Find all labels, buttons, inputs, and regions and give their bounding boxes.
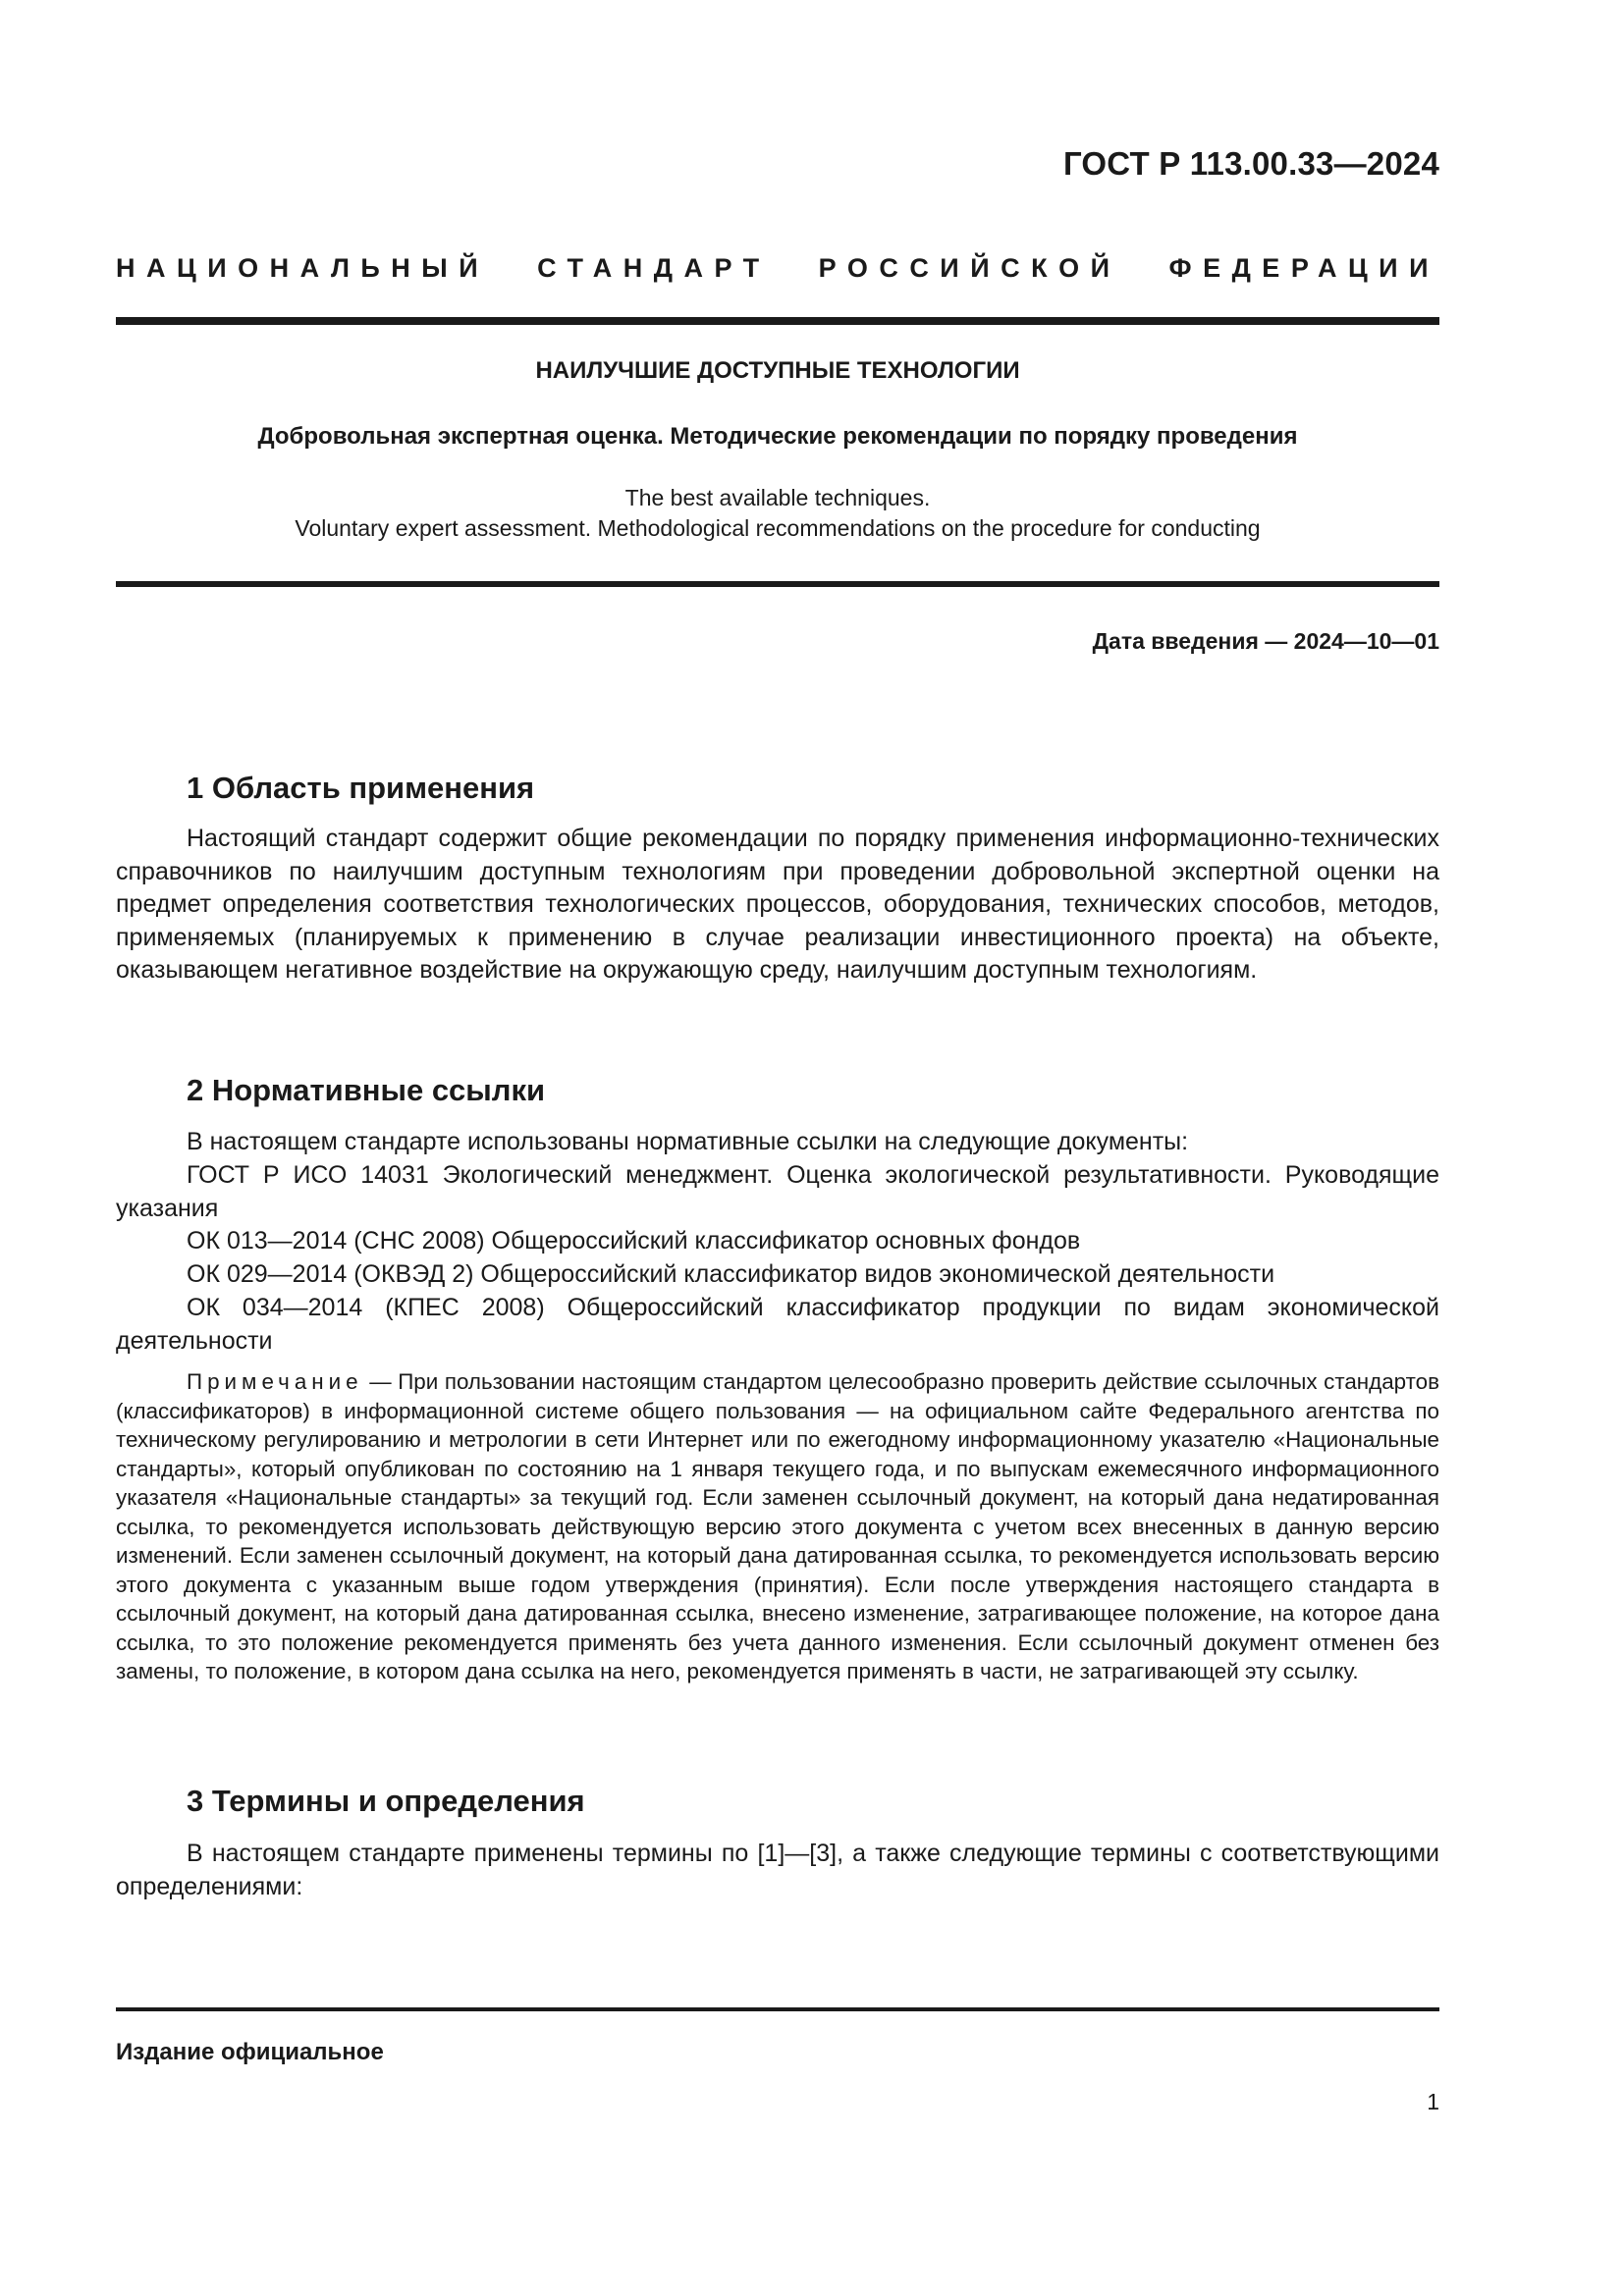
header-divider <box>116 317 1439 325</box>
section-1-heading: 1 Область применения <box>187 771 535 805</box>
document-page <box>116 0 1439 2296</box>
normative-reference-3: ОК 029—2014 (ОКВЭД 2) Общероссийский классификатор видов экономической деятельности <box>187 1260 1275 1288</box>
normative-reference-1: ГОСТ Р ИСО 14031 Экологический менеджмент. Оценка экологической результативности. Руководящие указания <box>116 1161 1439 1222</box>
normative-reference-2: ОК 013—2014 (СНС 2008) Общероссийский классификатор основных фондов <box>187 1227 1081 1255</box>
standard-title: НАИЛУЧШИЕ ДОСТУПНЫЕ ТЕХНОЛОГИИ <box>535 357 1020 384</box>
normative-reference-4: ОК 034—2014 (КПЕС 2008) Общероссийский классификатор продукции по видам экономической деятельности <box>116 1294 1439 1355</box>
introduction-date: Дата введения — 2024—10—01 <box>1092 628 1439 654</box>
section-3-paragraph: В настоящем стандарте применены термины по [1]—[3], а также следующие термины с соответствующими определениями: <box>116 1840 1439 1900</box>
standard-subtitle: Добровольная экспертная оценка. Методические рекомендации по порядку проведения <box>257 423 1298 450</box>
title-divider <box>116 581 1439 587</box>
english-title-line-1: The best available techniques. <box>624 485 931 510</box>
official-edition-label: Издание официальное <box>116 2039 384 2065</box>
section-3-heading: 3 Термины и определения <box>187 1784 585 1818</box>
section-2-note <box>116 1367 1439 1686</box>
national-standard-banner: НАЦИОНАЛЬНЫЙ СТАНДАРТ РОССИЙСКОЙ ФЕДЕРАЦИИ <box>116 253 1439 283</box>
section-2-intro: В настоящем стандарте использованы нормативные ссылки на следующие документы: <box>187 1128 1189 1155</box>
footer-divider <box>116 2007 1439 2011</box>
english-title <box>116 483 1439 544</box>
note-label: Примечание <box>187 1369 363 1394</box>
section-1-paragraph: Настоящий стандарт содержит общие рекомендации по порядку применения информационно-технических справочников по наилучшим доступным технологиям при проведении добровольной экспертной оценки на предмет определения соответствия технологических процессов, оборудования, технических способов, методов, применяемых (планируемых к применению в случае реализации инвестиционного проекта) на объекте, оказывающем негативное воздействие на окружающую среду, наилучшим доступным технологиям. <box>116 825 1439 985</box>
note-text: — При пользовании настоящим стандартом целесообразно проверить действие ссылочных стандартов (классификаторов) в информационной системе общего пользования — на официальном сайте Федерального агентства по техническому регулированию и метрологии в сети Интернет или по ежегодному информационному указателю «Национальные стандарты», который опубликован по состоянию на 1 января текущего года, и по выпускам ежемесячного информационного указателя «Национальные стандарты» за текущий год. Если заменен ссылочный документ, на который дана недатированная ссылка, то рекомендуется использовать действующую версию этого документа с учетом всех внесенных в данную версию изменений. Если заменен ссылочный документ, на который дана датированная ссылка, то рекомендуется использовать версию этого документа с указанным выше годом утверждения (принятия). Если после утверждения настоящего стандарта в ссылочный документ, на который дана датированная ссылка, внесено изменение, затрагивающее положение, на которое дана ссылка, то это положение рекомендуется применять без учета данного изменения. Если ссылочный документ отменен без замены, то положение, в котором дана ссылка на него, рекомендуется применять в части, не затрагивающей эту ссылку. <box>116 1369 1439 1683</box>
english-title-line-2: Voluntary expert assessment. Methodological recommendations on the procedure for conducting <box>295 515 1261 541</box>
page-number: 1 <box>1427 2089 1439 2114</box>
section-2-heading: 2 Нормативные ссылки <box>187 1073 546 1107</box>
document-code: ГОСТ Р 113.00.33—2024 <box>1062 145 1439 182</box>
